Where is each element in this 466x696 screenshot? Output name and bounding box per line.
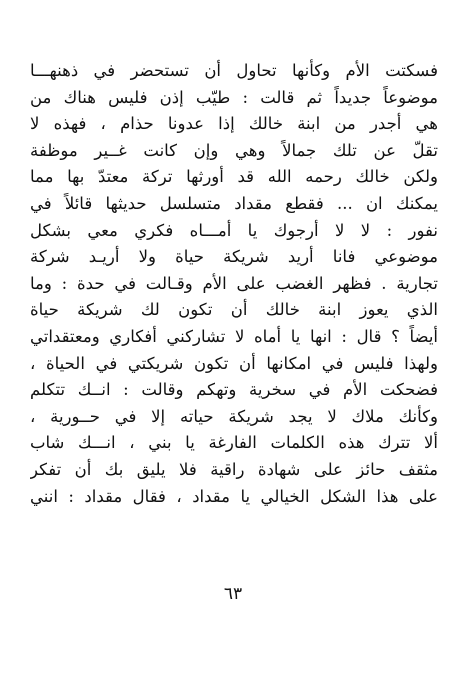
text-line: تجارية . فظهر الغضب على الأم وقـالت في حدة : وما	[30, 273, 438, 293]
text-line: هي أجدر من ابنة خالك إذا عدونا حذام ، فهذه لا	[30, 114, 438, 134]
text-line: أيضاً ؟ قال : انها يا أماه لا تشاركني أفكاري ومعتقداتي	[30, 326, 438, 346]
text-line: موضوعاً جديداً ثم قالت : طيّب إذن فليس هناك من	[30, 87, 438, 107]
text-line: ألا تترك هذه الكلمات الفارغة يا بني ، انـــك شاب	[30, 433, 438, 453]
text-line: مثقف حائز على شهادة راقية فلا يليق بك أن تفكر	[30, 459, 438, 479]
text-line: الذي يعوز ابنة خالك أن تكون لك شريكة حياة	[30, 300, 438, 320]
page-number: ٦٣	[223, 584, 243, 604]
body-text	[30, 58, 438, 510]
text-line: ولكن خالك رحمه الله قد أورثها تركة معتدّ بها مما	[30, 167, 438, 187]
text-line: يمكنك ان ... فقطع مقداد متسلسل حديثها قائلاً في	[30, 193, 438, 213]
text-line: تقلّ عن تلك جمالاً وهي وإن كانت غــير موظفة	[30, 140, 438, 160]
text-line: وكأنك ملاك لا يجد شريكة حياته إلا في حــورية ،	[30, 406, 438, 426]
text-line: فضحكت الأم في سخرية وتهكم وقالت : انــك تتكلم	[30, 380, 438, 400]
text-line: موضوعي فانا أريد شريكة حياة ولا أريـد شركة	[30, 247, 438, 267]
text-line: ولهذا فليس في امكانها أن تكون شريكتي في الحياة ،	[30, 353, 438, 373]
text-line: نفور : لا لا أرجوك يا أمـــاه فكري معي بشكل	[30, 220, 438, 240]
text-line: فسكتت الأم وكأنها تحاول أن تستحضر في ذهنهـــا	[30, 61, 438, 80]
text-line: على هذا الشكل الخيالي يا مقداد ، فقال مقداد : انني	[30, 486, 438, 506]
